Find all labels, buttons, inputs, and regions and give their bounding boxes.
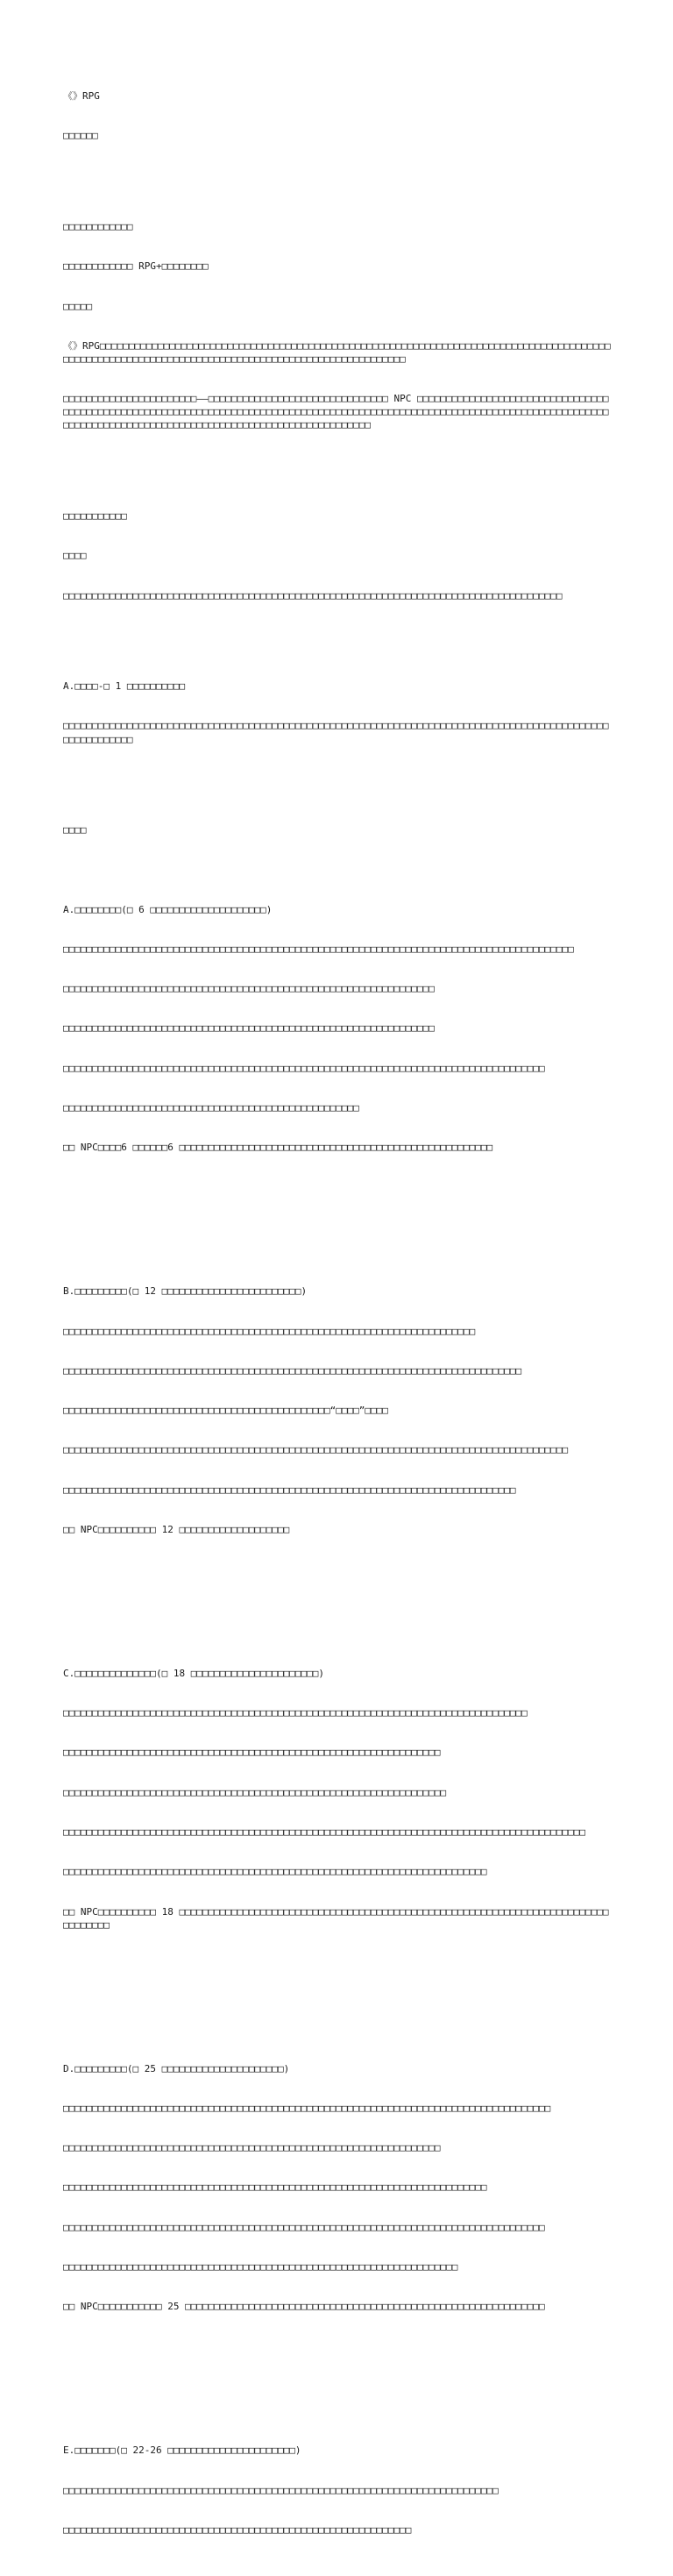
spacer xyxy=(63,2366,613,2378)
intro-heading: □□□□□□□□□□□□ xyxy=(63,221,133,233)
stage-line: □□□□□□□□□□□□□□□□□□□□□□□□□□□□□□□□□□□□□□□□□□□□□□□□□□□□□□□□□□□□ xyxy=(63,2523,412,2536)
stage-line: □□□□□□□□□□□□□□□□□□□□□□□□□□□□□□□□□□□□□□□□□□□□□□□□□□□□□□□□□□□□□□□□□□□□ xyxy=(63,2261,458,2273)
stage-section xyxy=(63,876,613,1180)
spacer xyxy=(63,1984,613,1996)
systems-label: □□□□ xyxy=(63,550,87,562)
stage-line: □□□□□□□□□□□□□□□□□□□□□□□□□□□□□□□□□□□□□□□□□□□□□□□□□□□□□□□□□□□□□□□□□□□□□□□□□ xyxy=(63,2181,487,2194)
stage-line: □□□□□□□□□□□□□□□□□□□□□□□□□□□□□□□□□□□□□□□□□□□□□□□□□□□□□□□□□□□□□□□□□□□□□□□□□□□□□□ xyxy=(63,1484,516,1496)
stage-npc-line: □□ NPC□□□□□□□□□□ 18 □□□□□□□□□□□□□□□□□□□□□□□□□□□□□□□□□□□□□□□□□□□□□□□□□□□□□□□□□□□□□□□□□□□□□□□□□□□□□□□□□□ xyxy=(63,1905,609,1931)
stage-line: □□□□□□□□□□□□□□□□□□□□□□□□□□□□□□□□□□□□□□□□□□□□□□□□□□□□□□□□□□□□□□□□□□□□□□□ xyxy=(63,1325,476,1337)
spacer xyxy=(63,629,613,640)
stage-section xyxy=(63,2035,613,2339)
stage-line: □□□□□□□□□□□□□□□□□□□□□□□□□□□□□□□□□□□□□□□□□□□□□□□□□□□□□□□□□□□□□□□□ xyxy=(63,983,435,995)
spacer xyxy=(63,169,613,181)
systems-heading: □□□□□□□□□□□ xyxy=(63,510,127,522)
stage-line: □□□□□□□□□□□□□□□□□□□□□□□□□□□□□□□□□□□□□□□□□□□□□□□□□□□ xyxy=(63,1102,359,1114)
stage-line: □□□□□□□□□□□□□□□□□□□□□□□□□□□□□□□□□□□□□□□□□□□□□□□□□□□□□□□□□□□□□□□□ xyxy=(63,1022,435,1035)
stage-heading: E.□□□□□□□(□ 22-26 □□□□□□□□□□□□□□□□□□□□□□) xyxy=(63,2444,301,2457)
stage-line: □□□□□□□□□□□□□□□□□□□□□□□□□□□□□□□□□□□□□□□□□□□□□□“□□□□”□□□□ xyxy=(63,1405,388,1417)
intro-paragraph: □□□□□□□□□□□□□□□□□□□□□□□——□□□□□□□□□□□□□□□□□□□□□□□□□□□□□□□ NPC □□□□□□□□□□□□□□□□□□□□□□□□□□□□□□□□□□□□□□□□□□□□□□□□□□□□□□□□□□□□□□□□□□□□□□□□□□□□□□□□□□□□□□□□□□□□□□□□□□□□□□□□□□□□□□□□□□□□□□□□□□□□□□□□□□□□□□□□□□□□□□□□□□□□□□□□□□□□□□□□□□□□□□□□□□□□□□□□□□□□ xyxy=(63,393,609,431)
stage-line: □□□□□□□□□□□□□□□□□□□□□□□□□□□□□□□□□□□□□□□□□□□□□□□□□□□□□□□□□□□□□□□□□□□□□□□□□□□□□□□□□□□ xyxy=(63,2221,545,2233)
intro-paragraph: 《》RPG□□□□□□□□□□□□□□□□□□□□□□□□□□□□□□□□□□□□□□□□□□□□□□□□□□□□□□□□□□□□□□□□□□□□□□□□□□□□□□□□□□□□□□□□□□□□□□□□□□□□□□□□□□□□□□□□□□□□□□□□□□□□□□□□□□□□□□□□□□□□□□□□□□□ xyxy=(63,339,611,365)
document-title: 《》RPG xyxy=(63,90,100,103)
stages-label: □□□□ xyxy=(63,824,87,836)
stage-heading: D.□□□□□□□□□(□ 25 □□□□□□□□□□□□□□□□□□□□□) xyxy=(63,2062,290,2074)
spacer xyxy=(63,459,613,470)
stage-line: □□□□□□□□□□□□□□□□□□□□□□□□□□□□□□□□□□□□□□□□□□□□□□□□□□□□□□□□□□□□□□□□□ xyxy=(63,1747,441,1759)
stage-line: □□□□□□□□□□□□□□□□□□□□□□□□□□□□□□□□□□□□□□□□□□□□□□□□□□□□□□□□□□□□□□□□□□□□□□□□□□□□□□□ xyxy=(63,1364,522,1377)
stage-section xyxy=(63,2417,613,2563)
stage-line: □□□□□□□□□□□□□□□□□□□□□□□□□□□□□□□□□□□□□□□□□□□□□□□□□□□□□□□□□□□□□□□□□□□□□□□□□□□□□□□□ xyxy=(63,1707,528,1719)
stage-line: □□□□□□□□□□□□□□□□□□□□□□□□□□□□□□□□□□□□□□□□□□□□□□□□□□□□□□□□□□□□□□□□□ xyxy=(63,2142,441,2154)
stage-line: □□□□□□□□□□□□□□□□□□□□□□□□□□□□□□□□□□□□□□□□□□□□□□□□□□□□□□□□□□□□□□□□□□□□□□□□□□□□□□□□□□□ xyxy=(63,1062,545,1074)
spacer xyxy=(63,772,613,784)
stage-heading: B.□□□□□□□□□(□ 12 □□□□□□□□□□□□□□□□□□□□□□□□) xyxy=(63,1285,308,1298)
intro-label: □□□□□ xyxy=(63,300,93,312)
document-subtitle: □□□□□□ xyxy=(63,130,98,142)
stage-section xyxy=(63,1258,613,1562)
stage-line: □□□□□□□□□□□□□□□□□□□□□□□□□□□□□□□□□□□□□□□□□□□□□□□□□□□□□□□□□□□□□□□□□□□□□□□□□□□ xyxy=(63,2484,499,2496)
stage-line: □□□□□□□□□□□□□□□□□□□□□□□□□□□□□□□□□□□□□□□□□□□□□□□□□□□□□□□□□□□□□□□□□□ xyxy=(63,1786,447,1798)
document-page xyxy=(63,63,613,2576)
stage-heading: C.□□□□□□□□□□□□□□(□ 18 □□□□□□□□□□□□□□□□□□□□□□) xyxy=(63,1667,325,1679)
spacer xyxy=(63,1207,613,1219)
stage-npc-line: □□ NPC□□□□6 □□□□□□6 □□□□□□□□□□□□□□□□□□□□□□□□□□□□□□□□□□□□□□□□□□□□□□□□□□□□□□ xyxy=(63,1142,493,1154)
spacer xyxy=(63,1589,613,1600)
rule-heading: A.□□□□-□ 1 □□□□□□□□□□ xyxy=(63,680,186,693)
stage-heading: A.□□□□□□□□(□ 6 □□□□□□□□□□□□□□□□□□□□) xyxy=(63,903,273,915)
rule-paragraph: □□□□□□□□□□□□□□□□□□□□□□□□□□□□□□□□□□□□□□□□□□□□□□□□□□□□□□□□□□□□□□□□□□□□□□□□□□□□□□□□□□□□□□□□□□□□□□□□□□□□□□□□□□ xyxy=(63,720,609,745)
stage-section xyxy=(63,1640,613,1958)
stage-line: □□□□□□□□□□□□□□□□□□□□□□□□□□□□□□□□□□□□□□□□□□□□□□□□□□□□□□□□□□□□□□□□□□□□□□□□□ xyxy=(63,1866,487,1878)
stage-line: □□□□□□□□□□□□□□□□□□□□□□□□□□□□□□□□□□□□□□□□□□□□□□□□□□□□□□□□□□□□□□□□□□□□□□□□□□□□□□□□□□□□□□□ xyxy=(63,1444,569,1456)
systems-paragraph: □□□□□□□□□□□□□□□□□□□□□□□□□□□□□□□□□□□□□□□□□□□□□□□□□□□□□□□□□□□□□□□□□□□□□□□□□□□□□□□□□□□□□□ xyxy=(63,589,563,601)
intro-tagline: □□□□□□□□□□□□ RPG+□□□□□□□□ xyxy=(63,260,209,273)
stage-npc-line: □□ NPC□□□□□□□□□□□ 25 □□□□□□□□□□□□□□□□□□□□□□□□□□□□□□□□□□□□□□□□□□□□□□□□□□□□□□□□□□□□□□ xyxy=(63,2301,545,2313)
stage-line: □□□□□□□□□□□□□□□□□□□□□□□□□□□□□□□□□□□□□□□□□□□□□□□□□□□□□□□□□□□□□□□□□□□□□□□□□□□□□□□□□□□□□□□□□□ xyxy=(63,1826,586,1838)
stage-line: □□□□□□□□□□□□□□□□□□□□□□□□□□□□□□□□□□□□□□□□□□□□□□□□□□□□□□□□□□□□□□□□□□□□□□□□□□□□□□□□□□□□□□□□ xyxy=(63,943,574,955)
stage-npc-line: □□ NPC□□□□□□□□□□ 12 □□□□□□□□□□□□□□□□□□□ xyxy=(63,1523,290,1535)
stage-line: □□□□□□□□□□□□□□□□□□□□□□□□□□□□□□□□□□□□□□□□□□□□□□□□□□□□□□□□□□□□□□□□□□□□□□□□□□□□□□□□□□□□ xyxy=(63,2102,551,2114)
